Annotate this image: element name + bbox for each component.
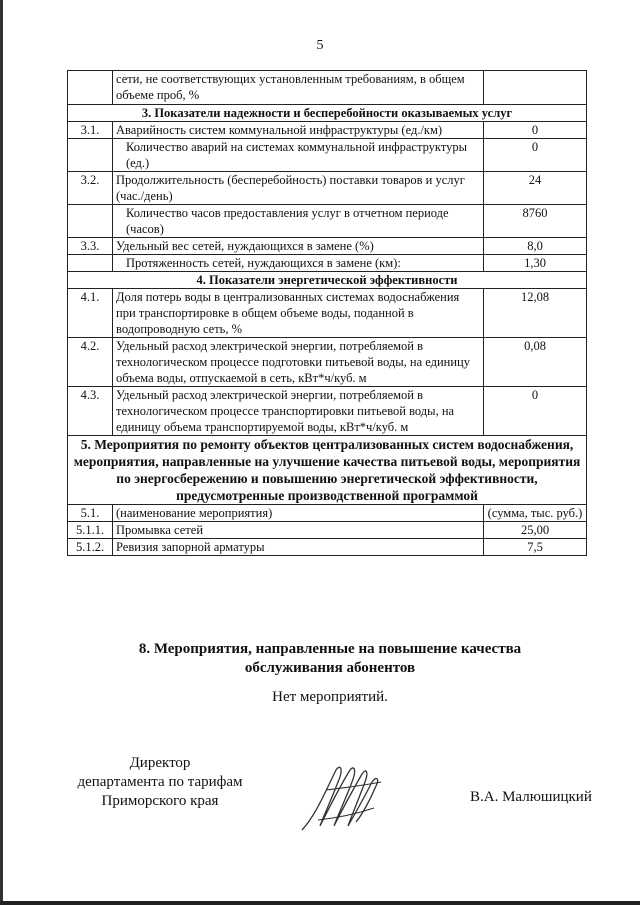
row-description: (наименование мероприятия) (113, 505, 484, 522)
table-row (68, 205, 587, 238)
table-row (68, 139, 587, 172)
section-4-title: 4. Показатели энергетической эффективности (68, 272, 587, 289)
section-3-title: 3. Показатели надежности и бесперебойности оказываемых услуг (68, 105, 587, 122)
row-description: Удельный расход электрической энергии, потребляемой в технологическом процессе транспортировки питьевой воды, на единицу объема транспортируемой воды, кВт*ч/куб. м (113, 387, 484, 436)
handwritten-signature (296, 760, 396, 835)
row-number: 4.3. (68, 387, 113, 436)
row-number: 4.2. (68, 338, 113, 387)
row-number (68, 139, 113, 172)
row-value: 0 (484, 387, 587, 436)
row-value: 0,08 (484, 338, 587, 387)
row-value: 0 (484, 139, 587, 172)
section-8-title-line-1: 8. Мероприятия, направленные на повышение качества (138, 641, 522, 657)
table-row (68, 255, 587, 272)
director-line-2: департамента по тарифам (77, 774, 243, 790)
director-line-3: Приморского края (101, 793, 219, 809)
indicators-table (67, 70, 587, 556)
row-value: 8,0 (484, 238, 587, 255)
row-description: Продолжительность (бесперебойность) поставки товаров и услуг (час./день) (113, 172, 484, 205)
row-number (68, 255, 113, 272)
row-value: 0 (484, 122, 587, 139)
row-value (484, 71, 587, 105)
table-row (68, 505, 587, 522)
row-description (113, 205, 484, 238)
row-value: 25,00 (484, 522, 587, 539)
table-row (68, 289, 587, 338)
row-description: Промывка сетей (113, 522, 484, 539)
section-3-header (68, 105, 587, 122)
row-value: 1,30 (484, 255, 587, 272)
row-value: 7,5 (484, 539, 587, 556)
row-value: 12,08 (484, 289, 587, 338)
row-value: 24 (484, 172, 587, 205)
table-row (68, 238, 587, 255)
section-8-heading (0, 640, 640, 678)
row-value: (сумма, тыс. руб.) (484, 505, 587, 522)
row-description: Доля потерь воды в централизованных системах водоснабжения при транспортировке в общем объеме воды, поданной в водопроводную сеть, % (113, 289, 484, 338)
row-number: 3.3. (68, 238, 113, 255)
no-measures-text: Нет мероприятий. (272, 689, 388, 705)
section-5-title: 5. Мероприятия по ремонту объектов централизованных систем водоснабжения, мероприятия, направленные на улучшение качества питьевой воды, мероприятия по энергосбережению и повышению энергетической эффективности, предусмотренные производственной программой (68, 436, 587, 505)
table-row (68, 539, 587, 556)
row-description: сети, не соответствующих установленным требованиям, в общем объеме проб, % (113, 71, 484, 105)
section-4-header (68, 272, 587, 289)
row-description: Ревизия запорной арматуры (113, 539, 484, 556)
signer-name: В.А. Малюшицкий (470, 789, 592, 805)
scan-edge-left (0, 0, 3, 905)
table-row (68, 387, 587, 436)
row-number (68, 205, 113, 238)
indented-text: Количество часов предоставления услуг в отчетном периоде (часов) (126, 206, 449, 236)
row-number (68, 71, 113, 105)
director-title (60, 754, 260, 811)
table-row (68, 122, 587, 139)
row-number: 5.1. (68, 505, 113, 522)
row-value: 8760 (484, 205, 587, 238)
row-number: 4.1. (68, 289, 113, 338)
table-row (68, 338, 587, 387)
row-description (113, 139, 484, 172)
page-number: 5 (316, 38, 324, 53)
director-line-1: Директор (129, 755, 191, 771)
scan-edge-bottom (0, 901, 640, 905)
section-5-header (68, 436, 587, 505)
section-8-title-line-2: обслуживания абонентов (244, 660, 416, 676)
indented-text: Протяженность сетей, нуждающихся в замене (км): (126, 256, 401, 270)
table-row (68, 71, 587, 105)
row-description (113, 255, 484, 272)
row-number: 5.1.1. (68, 522, 113, 539)
table-row (68, 172, 587, 205)
row-description: Удельный вес сетей, нуждающихся в замене (%) (113, 238, 484, 255)
row-number: 3.2. (68, 172, 113, 205)
row-number: 5.1.2. (68, 539, 113, 556)
indented-text: Количество аварий на системах коммунальной инфраструктуры (ед.) (126, 140, 468, 170)
row-description: Удельный расход электрической энергии, потребляемой в технологическом процессе подготовки питьевой воды, на единицу объема воды, отпускаемой в сеть, кВт*ч/куб. м (113, 338, 484, 387)
row-number: 3.1. (68, 122, 113, 139)
table-row (68, 522, 587, 539)
row-description: Аварийность систем коммунальной инфраструктуры (ед./км) (113, 122, 484, 139)
